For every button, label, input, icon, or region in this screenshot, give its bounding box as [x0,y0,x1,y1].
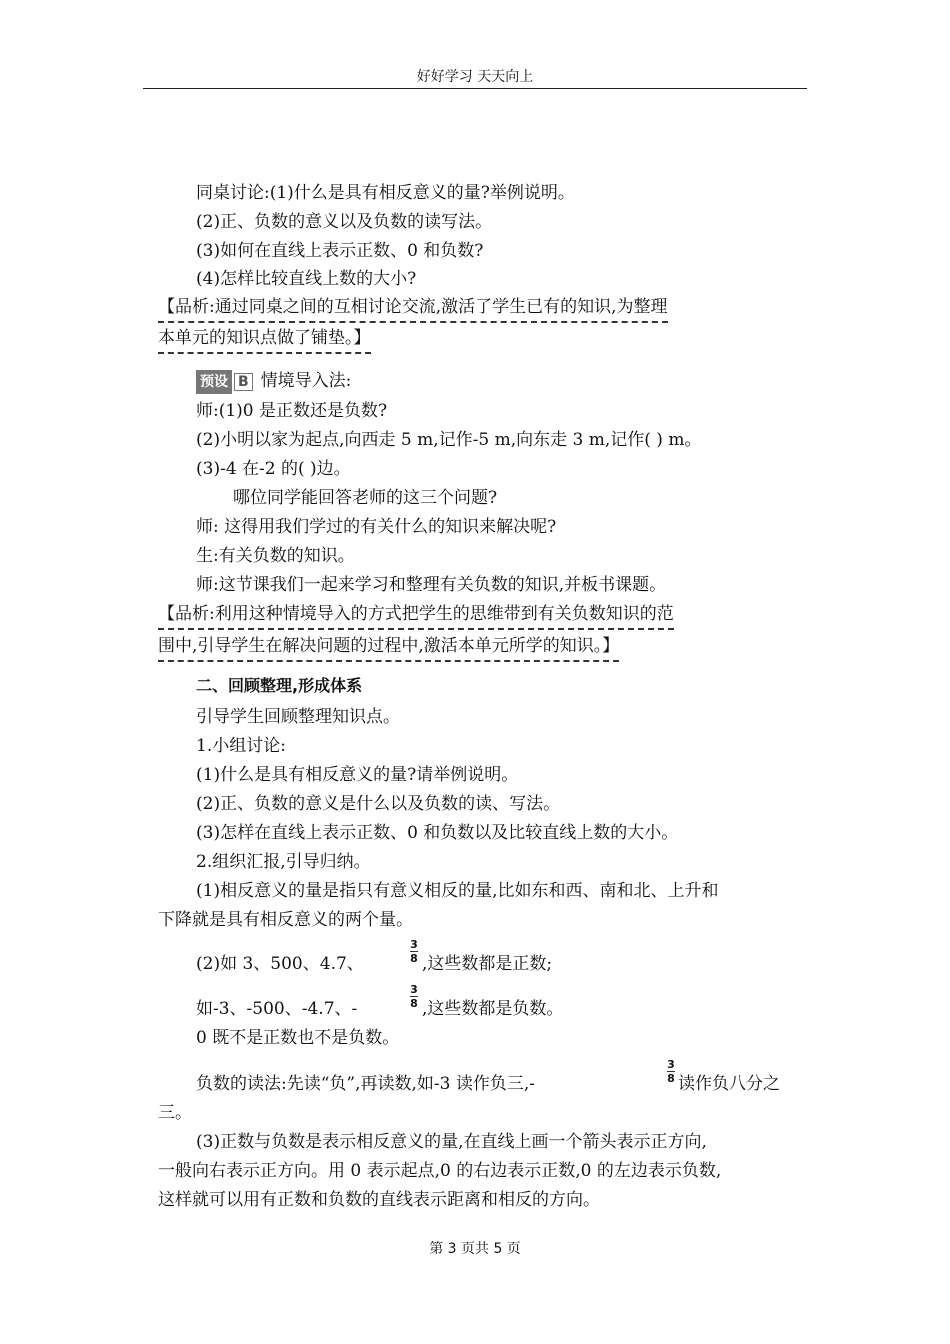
reading-rule-continued: 三。 [158,1103,192,1123]
group-item-2: (2)正、负数的意义是什么以及负数的读、写法。 [196,794,561,814]
negative-examples-start: 如-3、-500、-4.7、- [196,999,358,1019]
page-header: 好好学习 天天向上 [416,69,534,85]
summary-1-line-2: 下降就是具有相反意义的两个量。 [158,910,413,930]
header-divider [143,88,807,89]
reading-rule-end: 读作负八分之 [678,1074,780,1094]
discussion-item-4: (4)怎样比较直线上数的大小? [196,269,417,289]
teacher-question-2: (2)小明以家为起点,向西走 5 m,记作-5 m,向东走 3 m,记作( ) m。 [196,430,702,450]
number-line-line-3: 这样就可以用有正数和负数的直线表示距离和相反的方向。 [158,1190,600,1210]
section-heading: 二、回顾整理,形成体系 [196,676,363,695]
preset-letter-badge: B [234,373,253,391]
preset-badge: 预设 [196,370,232,394]
group-item-3: (3)怎样在直线上表示正数、0 和负数以及比较直线上数的大小。 [196,823,679,843]
fraction-three-eighths: 3 8 [410,938,418,965]
negative-examples-end: ,这些数都是负数。 [422,999,564,1019]
discussion-item-2: (2)正、负数的意义以及负数的读写法。 [196,212,493,232]
teacher-line: 师: 这得用我们学过的有关什么的知识来解决呢? [196,517,557,537]
report-title: 2.组织汇报,引导归纳。 [196,852,371,872]
preset-b-heading [196,370,351,394]
positive-examples-end: ,这些数都是正数; [422,954,553,974]
student-answer: 生:有关负数的知识。 [196,546,355,566]
analysis-note-1-line-1: 【品析:通过同桌之间的互相讨论交流,激活了学生已有的知识,为整理 [158,296,668,323]
teacher-question-1: 师:(1)0 是正数还是负数? [196,401,388,421]
teacher-question-3: (3)-4 在-2 的( )边。 [196,459,351,479]
summary-1-line-1: (1)相反意义的量是指只有意义相反的量,比如东和西、南和北、上升和 [196,881,719,901]
preset-title: 情境导入法: [260,371,352,391]
teacher-prompt: 哪位同学能回答老师的这三个问题? [233,488,498,508]
zero-statement: 0 既不是正数也不是负数。 [196,1028,400,1048]
number-line-line-1: (3)正数与负数是表示相反意义的量,在直线上画一个箭头表示正方向, [196,1132,707,1152]
review-intro: 引导学生回顾整理知识点。 [196,707,400,727]
teacher-summary: 师:这节课我们一起来学习和整理有关负数的知识,并板书课题。 [196,575,667,595]
analysis-note-1-line-2: 本单元的知识点做了铺垫。】 [158,327,371,354]
group-item-1: (1)什么是具有相反意义的量?请举例说明。 [196,765,519,785]
positive-examples-start: (2)如 3、500、4.7、 [196,954,364,974]
group-discussion-title: 1.小组讨论: [196,736,286,756]
fraction-three-eighths-negative: 3 8 [410,983,418,1010]
discussion-intro: 同桌讨论:(1)什么是具有相反意义的量?举例说明。 [196,183,575,203]
discussion-item-3: (3)如何在直线上表示正数、0 和负数? [196,241,484,261]
fraction-reading-example: 3 8 [667,1058,675,1085]
analysis-note-2-line-2: 围中,引导学生在解决问题的过程中,激活本单元所学的知识。】 [158,635,619,662]
reading-rule-start: 负数的读法:先读“负”,再读数,如-3 读作负三,- [196,1074,536,1094]
number-line-line-2: 一般向右表示正方向。用 0 表示起点,0 的右边表示正数,0 的左边表示负数, [158,1161,722,1181]
page-footer: 第 3 页共 5 页 [429,1241,521,1257]
analysis-note-2-line-1: 【品析:利用这种情境导入的方式把学生的思维带到有关负数知识的范 [158,603,674,630]
